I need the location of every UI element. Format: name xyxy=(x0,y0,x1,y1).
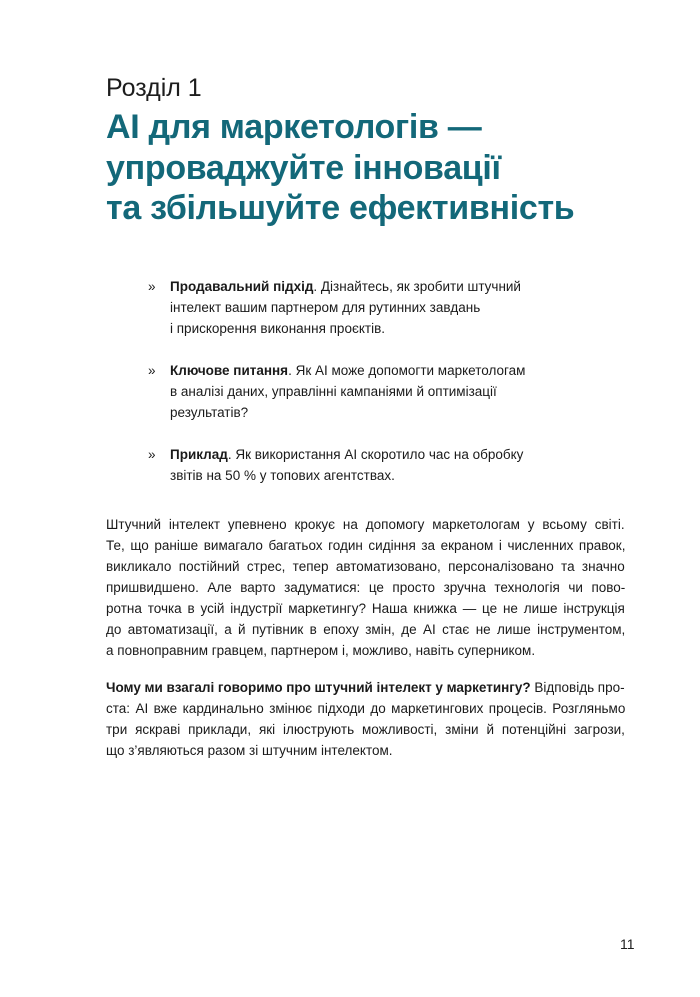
bullet-text xyxy=(170,360,525,423)
paragraph-line: пришвидшено. Але варто задуматися: це просто зручна технологія чи пово- xyxy=(106,580,626,595)
bullet-list xyxy=(148,276,525,486)
paragraph-line: а повноправним гравцем, партнером і, можливо, навіть суперником. xyxy=(106,643,536,658)
chapter-title xyxy=(106,107,574,229)
paragraph xyxy=(106,514,625,661)
bullet-line: Приклад. Як використання AI скоротило час на обробку xyxy=(170,447,524,462)
paragraph-line: що з’являються разом зі штучним інтелектом. xyxy=(106,743,393,758)
paragraph xyxy=(106,677,625,761)
paragraph-line: до автоматизації, а й путівник в епоху змін, де AI стає не лише інструментом, xyxy=(106,622,626,637)
bullet-item xyxy=(148,360,525,423)
chapter-kicker: Розділ 1 xyxy=(106,74,202,102)
bullet-marker-icon: » xyxy=(148,447,156,462)
paragraph-line: ротна точка в усій індустрії маркетингу? Наша книжка — це не лише інструкція xyxy=(106,601,625,616)
bullet-marker-icon: » xyxy=(148,279,156,294)
bullet-item xyxy=(148,276,525,339)
bullet-item xyxy=(148,444,525,486)
bullet-line: і прискорення виконання проєктів. xyxy=(170,321,386,336)
bullet-line: Продавальний підхід. Дізнайтесь, як зробити штучний xyxy=(170,279,521,294)
paragraph-line: три яскраві приклади, які ілюструють можливості, зміни й потенційні загрози, xyxy=(106,722,625,737)
bullet-line: результатів? xyxy=(170,405,249,420)
chapter-title-line-1: AI для маркетологів — xyxy=(106,108,482,146)
bullet-line: інтелект вашим партнером для рутинних завдань xyxy=(170,300,481,315)
bullet-marker-icon: » xyxy=(148,363,156,378)
bullet-text xyxy=(170,444,523,486)
paragraph-line: викликало постійний стрес, тепер автоматизовано, персоналізовано та значно xyxy=(106,559,625,574)
page-number: 11 xyxy=(620,936,635,952)
chapter-title-line-2: упроваджуйте інновації xyxy=(106,148,501,187)
paragraph-line: Штучний інтелект упевнено крокує на допомогу маркетологам у всьому світі. xyxy=(106,517,625,532)
paragraph-line: Те, що раніше вимагало багатьох годин сидіння за екраном і численних правок, xyxy=(106,538,626,553)
body-paragraphs xyxy=(106,514,625,761)
bullet-text xyxy=(170,276,521,339)
paragraph-line: Чому ми взагалі говоримо про штучний інтелект у маркетингу? Відповідь про- xyxy=(106,680,625,695)
paragraph-line: ста: AI вже кардинально змінює підходи до маркетингових процесів. Розгляньмо xyxy=(106,701,626,716)
chapter-title-line-3: та збільшуйте ефективність xyxy=(106,189,575,227)
bullet-line: Ключове питання. Як AI може допомогти маркетологам xyxy=(170,363,526,378)
bullet-line: звітів на 50 % у топових агентствах. xyxy=(170,468,395,483)
bullet-line: в аналізі даних, управлінні кампаніями й оптимізації xyxy=(170,384,497,399)
